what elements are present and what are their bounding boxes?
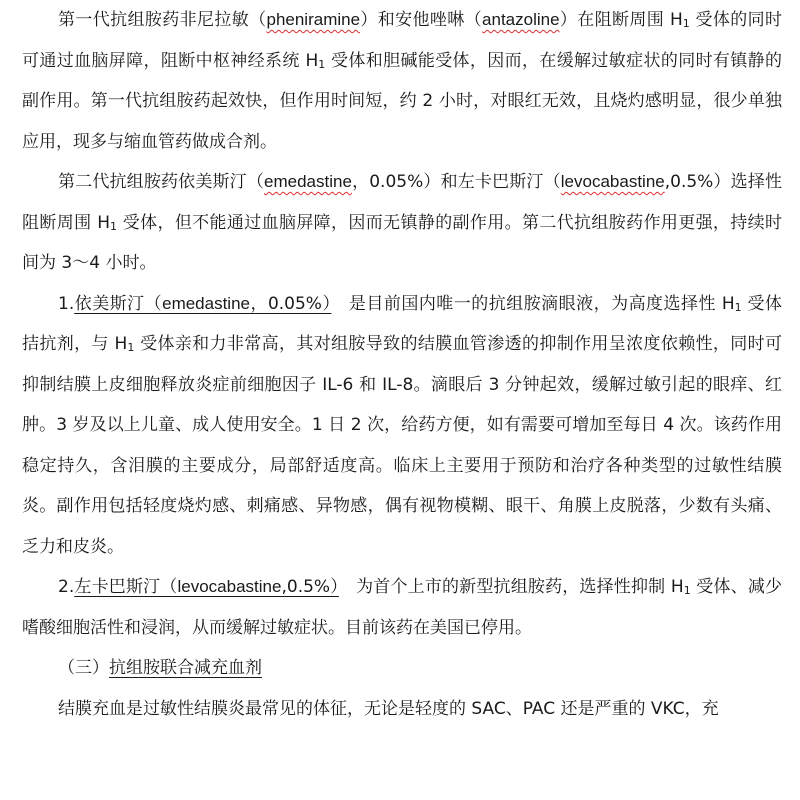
item-number: 1. xyxy=(58,293,75,314)
section-heading-title: 抗组胺联合减充血剂 xyxy=(109,658,262,678)
term-pheniramine: pheniramine xyxy=(266,10,361,29)
item-title-emedastine: 依美斯汀（emedastine，0.05%） xyxy=(74,293,332,314)
term-emedastine: emedastine xyxy=(264,172,352,191)
paragraph-second-gen-antihistamines: 第二代抗组胺药依美斯汀（emedastine，0.05%）和左卡巴斯汀（levocabastine,0.5%）选择性阻断周围 $H_1$ 受体，但不能通过血脑屏障，因而无镇静的副作用。第二代抗组胺药作用更强，持续时间为 3～4 小时。 xyxy=(22,172,783,273)
item-number: 2. xyxy=(58,577,75,597)
paragraph-levocabastine: 2.左卡巴斯汀（levocabastine,0.5%） 为首个上市的新型抗组胺药，选择性抑制 $H_1$ 受体、减少嗜酸细胞活性和浸润，从而缓解过敏症状。目前该药在美国已停用。 xyxy=(22,577,783,638)
paragraph-emedastine: 1.依美斯汀（emedastine，0.05%） 是目前国内唯一的抗组胺滴眼液，为高度选择性 $H_1$ 受体拮抗剂，与 $H_1$ 受体亲和力非常高，其对组胺导致的结膜血管渗透的抑制作用呈浓度依赖性，同时可抑制结膜上皮细胞释放炎症前细胞因子 IL-6 和 IL-8。滴眼后 3 分钟起效，缓解过敏引起的眼痒、红肿。3 岁及以上儿童、成人使用安全。1 日 2 次，给药方便，如有需要可增加至每日 4 次。该药作用稳定持久，含泪膜的主要成分，局部舒适度高。临床上主要用于预防和治疗各种类型的过敏性结膜炎。副作用包括轻度烧灼感、刺痛感、异物感，偶有视物模糊、眼干、角膜上皮脱落，少数有头痛、乏力和皮炎。 xyxy=(22,293,783,557)
term-antazoline: antazoline xyxy=(482,10,560,29)
item-title-levocabastine: 左卡巴斯汀（levocabastine,0.5%） xyxy=(74,577,339,597)
section-heading-antihistamine-decongestant: （三）抗组胺联合减充血剂 xyxy=(58,658,262,678)
paragraph-conjunctival-congestion: 结膜充血是过敏性结膜炎最常见的体征，无论是轻度的 SAC、PAC 还是严重的 VKC，充 xyxy=(58,698,719,719)
paragraph-first-gen-antihistamines: 第一代抗组胺药非尼拉敏（pheniramine）和安他唑啉（antazoline）在阻断周围 $H_1$ 受体的同时可通过血脑屏障，阻断中枢神经系统 $H_1$ 受体和胆碱能受体，因而，在缓解过敏症状的同时有镇静的副作用。第一代抗组胺药起效快，但作用时间短，约 2 小时，对眼红无效，且烧灼感明显，很少单独应用，现多与缩血管药做成合剂。 xyxy=(22,10,783,152)
term-levocabastine: levocabastine xyxy=(560,172,665,191)
